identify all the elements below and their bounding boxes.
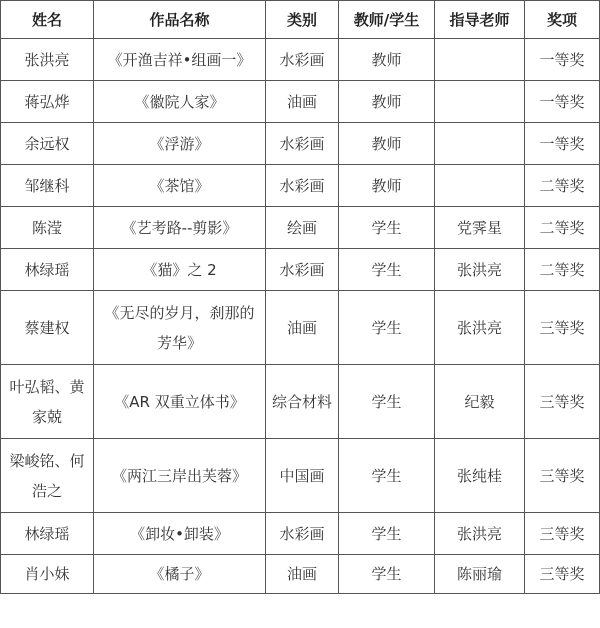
- cell-advisor: [435, 81, 525, 123]
- table-row: [1, 249, 600, 291]
- cell-name: 林绿瑶: [1, 249, 94, 291]
- cell-name: 余远权: [1, 123, 94, 165]
- cell-award: 二等奖: [525, 165, 600, 207]
- table-row: [1, 81, 600, 123]
- cell-advisor: 张洪亮: [435, 291, 525, 365]
- cell-name: 蔡建权: [1, 291, 94, 365]
- table-row: [1, 439, 600, 513]
- cell-work-title: 《无尽的岁月，刹那的芳华》: [94, 291, 266, 365]
- cell-role: 学生: [339, 513, 435, 555]
- cell-advisor: 张洪亮: [435, 513, 525, 555]
- cell-category: 中国画: [266, 439, 339, 513]
- header-work-title: 作品名称: [94, 1, 266, 39]
- cell-role: 教师: [339, 123, 435, 165]
- cell-category: 水彩画: [266, 249, 339, 291]
- cell-work-title: 《艺考路--剪影》: [94, 207, 266, 249]
- table-row: [1, 365, 600, 439]
- cell-name: 林绿瑶: [1, 513, 94, 555]
- cell-role: 学生: [339, 207, 435, 249]
- cell-advisor: [435, 123, 525, 165]
- cell-role: 教师: [339, 81, 435, 123]
- header-award: 奖项: [525, 1, 600, 39]
- cell-advisor: [435, 39, 525, 81]
- cell-award: 三等奖: [525, 439, 600, 513]
- cell-category: 综合材料: [266, 365, 339, 439]
- cell-work-title: 《两江三岸出芙蓉》: [94, 439, 266, 513]
- cell-award: 三等奖: [525, 555, 600, 594]
- header-name: 姓名: [1, 1, 94, 39]
- table-row: [1, 39, 600, 81]
- cell-award: 一等奖: [525, 39, 600, 81]
- cell-name: 邹继科: [1, 165, 94, 207]
- cell-name: 肖小妹: [1, 555, 94, 594]
- cell-work-title: 《开渔吉祥•组画一》: [94, 39, 266, 81]
- cell-work-title: 《AR 双重立体书》: [94, 365, 266, 439]
- cell-category: 水彩画: [266, 165, 339, 207]
- cell-role: 学生: [339, 439, 435, 513]
- cell-category: 油画: [266, 555, 339, 594]
- cell-role: 学生: [339, 365, 435, 439]
- cell-role: 教师: [339, 165, 435, 207]
- cell-award: 三等奖: [525, 365, 600, 439]
- cell-category: 水彩画: [266, 123, 339, 165]
- cell-advisor: 纪毅: [435, 365, 525, 439]
- cell-role: 学生: [339, 249, 435, 291]
- cell-award: 三等奖: [525, 513, 600, 555]
- cell-category: 油画: [266, 291, 339, 365]
- table-row: [1, 513, 600, 555]
- cell-award: 一等奖: [525, 81, 600, 123]
- cell-name: 陈滢: [1, 207, 94, 249]
- cell-award: 三等奖: [525, 291, 600, 365]
- header-role: 教师/学生: [339, 1, 435, 39]
- cell-category: 油画: [266, 81, 339, 123]
- header-category: 类别: [266, 1, 339, 39]
- cell-advisor: [435, 165, 525, 207]
- cell-advisor: 张纯桂: [435, 439, 525, 513]
- cell-name: 蒋弘烨: [1, 81, 94, 123]
- cell-advisor: 陈丽瑜: [435, 555, 525, 594]
- table-row: [1, 291, 600, 365]
- cell-work-title: 《徽院人家》: [94, 81, 266, 123]
- cell-category: 水彩画: [266, 39, 339, 81]
- cell-award: 一等奖: [525, 123, 600, 165]
- cell-role: 学生: [339, 291, 435, 365]
- table-row: [1, 207, 600, 249]
- cell-role: 教师: [339, 39, 435, 81]
- cell-name: 梁峻铭、何浩之: [1, 439, 94, 513]
- cell-award: 二等奖: [525, 249, 600, 291]
- cell-name: 叶弘韬、黄家兢: [1, 365, 94, 439]
- table-row: [1, 123, 600, 165]
- cell-advisor: 张洪亮: [435, 249, 525, 291]
- cell-advisor: 党霁星: [435, 207, 525, 249]
- cell-work-title: 《猫》之 2: [94, 249, 266, 291]
- cell-category: 绘画: [266, 207, 339, 249]
- cell-award: 二等奖: [525, 207, 600, 249]
- cell-work-title: 《卸妆•卸装》: [94, 513, 266, 555]
- cell-work-title: 《浮游》: [94, 123, 266, 165]
- cell-name: 张洪亮: [1, 39, 94, 81]
- header-advisor: 指导老师: [435, 1, 525, 39]
- cell-role: 学生: [339, 555, 435, 594]
- table-row: [1, 555, 600, 594]
- cell-work-title: 《茶馆》: [94, 165, 266, 207]
- cell-work-title: 《橘子》: [94, 555, 266, 594]
- header-row: [1, 1, 600, 39]
- cell-category: 水彩画: [266, 513, 339, 555]
- table-row: [1, 165, 600, 207]
